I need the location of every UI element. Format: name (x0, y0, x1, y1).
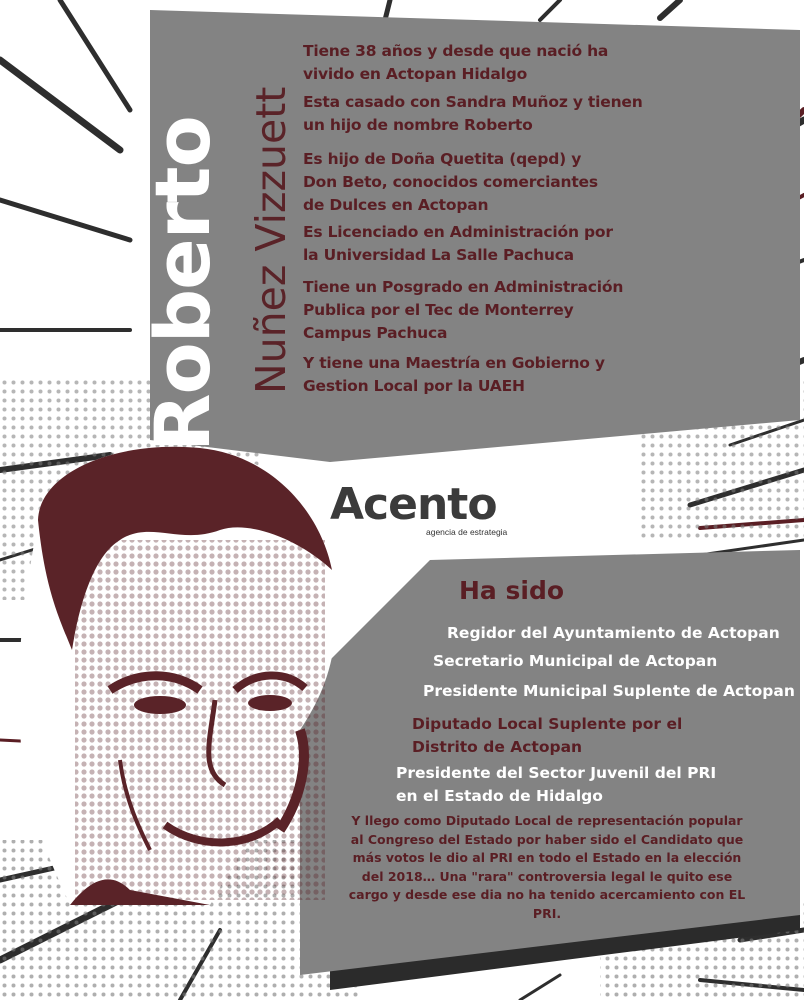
portrait-illustration (19, 447, 336, 905)
bio-item-age: Tiene 38 años y desde que nació ha vivido en Actopan Hidalgo (303, 42, 609, 83)
name-first: Roberto (138, 116, 227, 452)
bio-item-masters: Y tiene una Maestría en Gobierno y Gestion Local por la UAEH (303, 354, 605, 395)
logo-tagline: agencia de estrategia (426, 527, 508, 537)
bio-item-family: Esta casado con Sandra Muñoz y tienen un hijo de nombre Roberto (303, 93, 643, 134)
name-last: Nuñez Vizzuett (247, 86, 295, 394)
role-item: Presidente Municipal Suplente de Actopan (423, 682, 795, 700)
role-item: Regidor del Ayuntamiento de Actopan (447, 624, 780, 642)
acento-logo (330, 480, 530, 540)
closing-paragraph: Y llego como Diputado Local de representación popular al Congreso del Estado por haber sido el Candidato que más votos le dio al PRI en todo el Estado en la elección del 2018… Una "rara" controversia legal le quito ese cargo y desde ese dia no ha tenido acercamiento con EL PRI. (348, 813, 746, 921)
bio-item-degree: Es Licenciado en Administración por la Universidad La Salle Pachuca (303, 223, 613, 264)
bio-item-postgrad: Tiene un Posgrado en Administración Publica por el Tec de Monterrey Campus Pachuca (303, 278, 624, 342)
role-item: Diputado Local Suplente por el Distrito de Actopan (412, 715, 683, 756)
role-item: Presidente del Sector Juvenil del PRI en el Estado de Hidalgo (396, 764, 717, 805)
role-item: Secretario Municipal de Actopan (433, 652, 718, 670)
section-title: Ha sido (459, 576, 565, 605)
logo-wordmark: Acento (330, 479, 497, 530)
bio-item-parents: Es hijo de Doña Quetita (qepd) y Don Beto, conocidos comerciantes de Dulces en Actopan (303, 150, 598, 214)
